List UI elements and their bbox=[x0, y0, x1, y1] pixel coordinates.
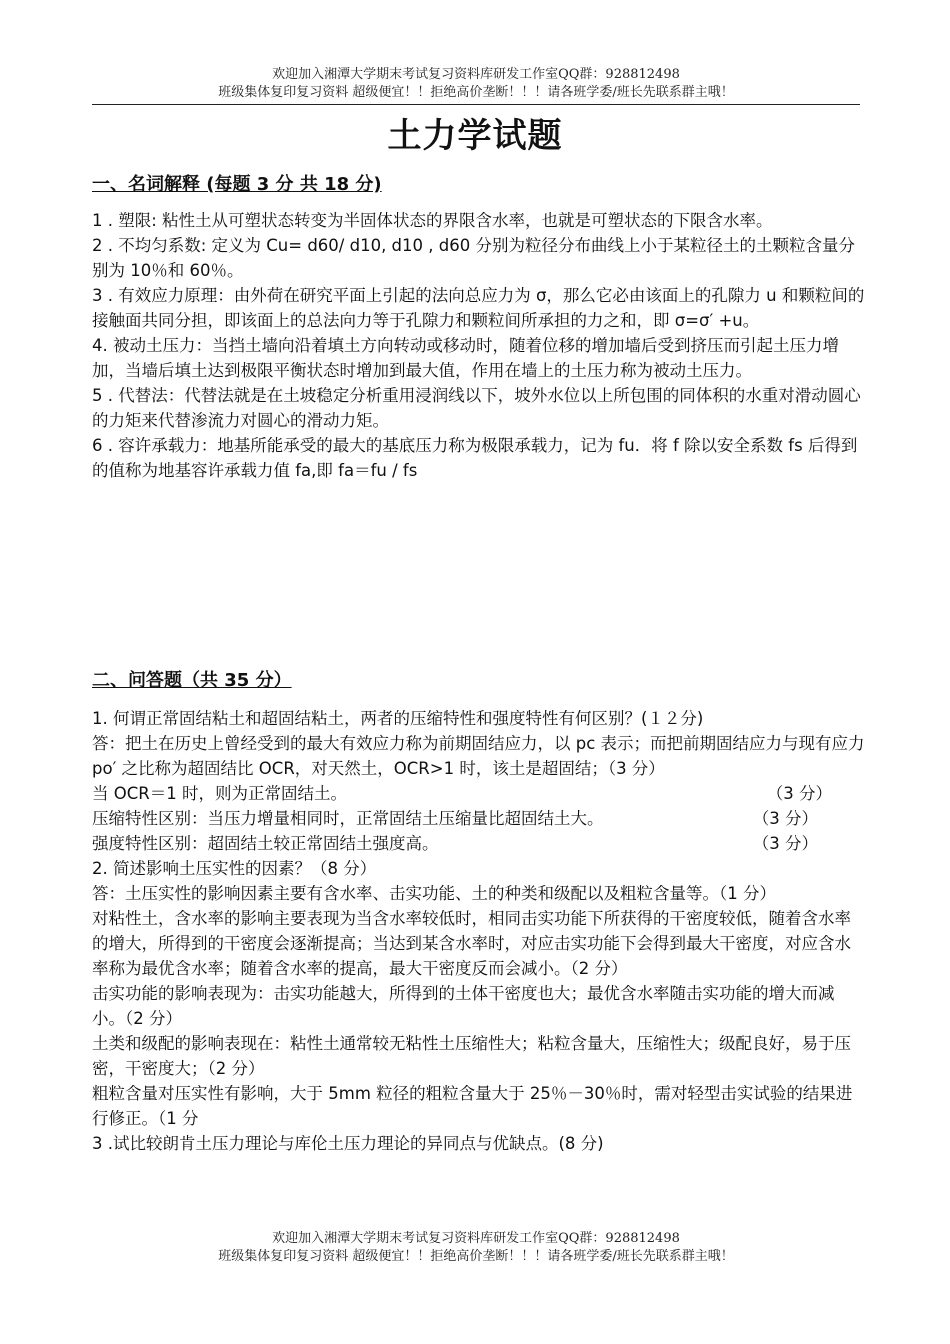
answer-1-strength-row bbox=[92, 831, 818, 856]
answer-2-paragraph: 对粘性土，含水率的影响主要表现为当含水率较低时，相同击实功能下所获得的干密度较低，随着含水率的增大，所得到的干密度会逐渐提高；当达到某含水率时，对应击实功能下会得到最大干密度，对应含水率称为最优含水率；随着含水率的提高，最大干密度反而会减小。（2 分） bbox=[92, 909, 851, 978]
header-divider bbox=[92, 104, 860, 105]
points-label: （3 分） bbox=[766, 784, 832, 803]
page-title: 土力学试题 bbox=[387, 116, 563, 156]
points-label: （3 分） bbox=[752, 809, 818, 828]
answer-1-compress: 压缩特性区别：当压力增量相同时，正常固结土压缩量比超固结土大。 bbox=[92, 809, 604, 828]
answer-2-paragraph: 土类和级配的影响表现在：粘性土通常较无粘性土压缩性大；粘粒含量大，压缩性大；级配良好，易于压密，干密度大；（2 分） bbox=[92, 1034, 851, 1078]
section-1-heading: 一、名词解释 (每题 3 分 共 18 分) bbox=[92, 174, 382, 195]
definition-item: 6 . 容许承载力：地基所能承受的最大的基底压力称为极限承载力，记为 fu．将 f 除以安全系数 fs 后得到的值称为地基容许承载力值 fa,即 fa＝fu / fs bbox=[92, 436, 858, 480]
page-footer bbox=[92, 1230, 860, 1266]
answer-2-paragraph: 粗粒含量对压实性有影响，大于 5mm 粒径的粗粒含量大于 25％－30％时，需对轻型击实试验的结果进行修正。（1 分 bbox=[92, 1084, 853, 1128]
answer-1-normal: 当 OCR＝1 时，则为正常固结土。 bbox=[92, 784, 347, 803]
question-3: 3 .试比较朗肯土压力理论与库伦土压力理论的异同点与优缺点。(8 分) bbox=[92, 1134, 604, 1153]
question-2: 2. 简述影响土压实性的因素？（8 分） bbox=[92, 859, 377, 878]
points-label: （3 分） bbox=[752, 834, 818, 853]
section-2-heading: 二、问答题（共 35 分） bbox=[92, 670, 292, 691]
answer-2: 答：土压实性的影响因素主要有含水率、击实功能、土的种类和级配以及粗粒含量等。（1 分） bbox=[92, 884, 776, 903]
page-header bbox=[92, 66, 860, 102]
answer-2-paragraph: 击实功能的影响表现为：击实功能越大，所得到的土体干密度也大；最优含水率随击实功能的增大而减小。（2 分） bbox=[92, 984, 835, 1028]
definition-item: 2 . 不均匀系数: 定义为 Cu= d60/ d10, d10 , d60 分别为粒径分布曲线上小于某粒径土的土颗粒含量分别为 10％和 60％。 bbox=[92, 236, 855, 280]
answer-1: 答：把土在历史上曾经受到的最大有效应力称为前期固结应力，以 pc 表示；而把前期固结应力与现有应力 po′ 之比称为超固结比 OCR，对天然土，OCR>1 时，该土是超固结；（3 分） bbox=[92, 734, 865, 778]
definition-item: 5 . 代替法：代替法就是在土坡稳定分析重用浸润线以下，坡外水位以上所包围的同体积的水重对滑动圆心的力矩来代替渗流力对圆心的滑动力矩。 bbox=[92, 386, 861, 430]
section-2-list bbox=[92, 706, 867, 1156]
definition-item: 3 . 有效应力原理：由外荷在研究平面上引起的法向总应力为 σ，那么它必由该面上的孔隙力 u 和颗粒间的接触面共同分担，即该面上的总法向力等于孔隙力和颗粒间所承担的力之和，即 σ=σ′ +u。 bbox=[92, 286, 865, 330]
definition-item: 1 . 塑限: 粘性土从可塑状态转变为半固体状态的界限含水率，也就是可塑状态的下限含水率。 bbox=[92, 211, 773, 230]
header-line-1: 欢迎加入湘潭大学期末考试复习资料库研发工作室QQ群：928812498 bbox=[272, 67, 680, 82]
definition-item: 4. 被动土压力：当挡土墙向沿着填土方向转动或移动时，随着位移的增加墙后受到挤压而引起土压力增加，当墙后填土达到极限平衡状态时增加到最大值，作用在墙上的土压力称为被动土压力。 bbox=[92, 336, 839, 380]
footer-line-2: 班级集体复印复习资料 超级便宜！！拒绝高价垄断！！！请各班学委/班长先联系群主哦！ bbox=[218, 1249, 734, 1264]
footer-line-1: 欢迎加入湘潭大学期末考试复习资料库研发工作室QQ群：928812498 bbox=[272, 1231, 680, 1246]
section-1-list bbox=[92, 208, 867, 483]
answer-1-normal-row bbox=[92, 781, 832, 806]
question-1: 1. 何谓正常固结粘土和超固结粘土，两者的压缩特性和强度特性有何区别？(１２分) bbox=[92, 709, 704, 728]
answer-1-strength: 强度特性区别：超固结土较正常固结土强度高。 bbox=[92, 834, 439, 853]
header-line-2: 班级集体复印复习资料 超级便宜！！拒绝高价垄断！！！请各班学委/班长先联系群主哦！ bbox=[218, 85, 734, 100]
answer-1-compress-row bbox=[92, 806, 818, 831]
